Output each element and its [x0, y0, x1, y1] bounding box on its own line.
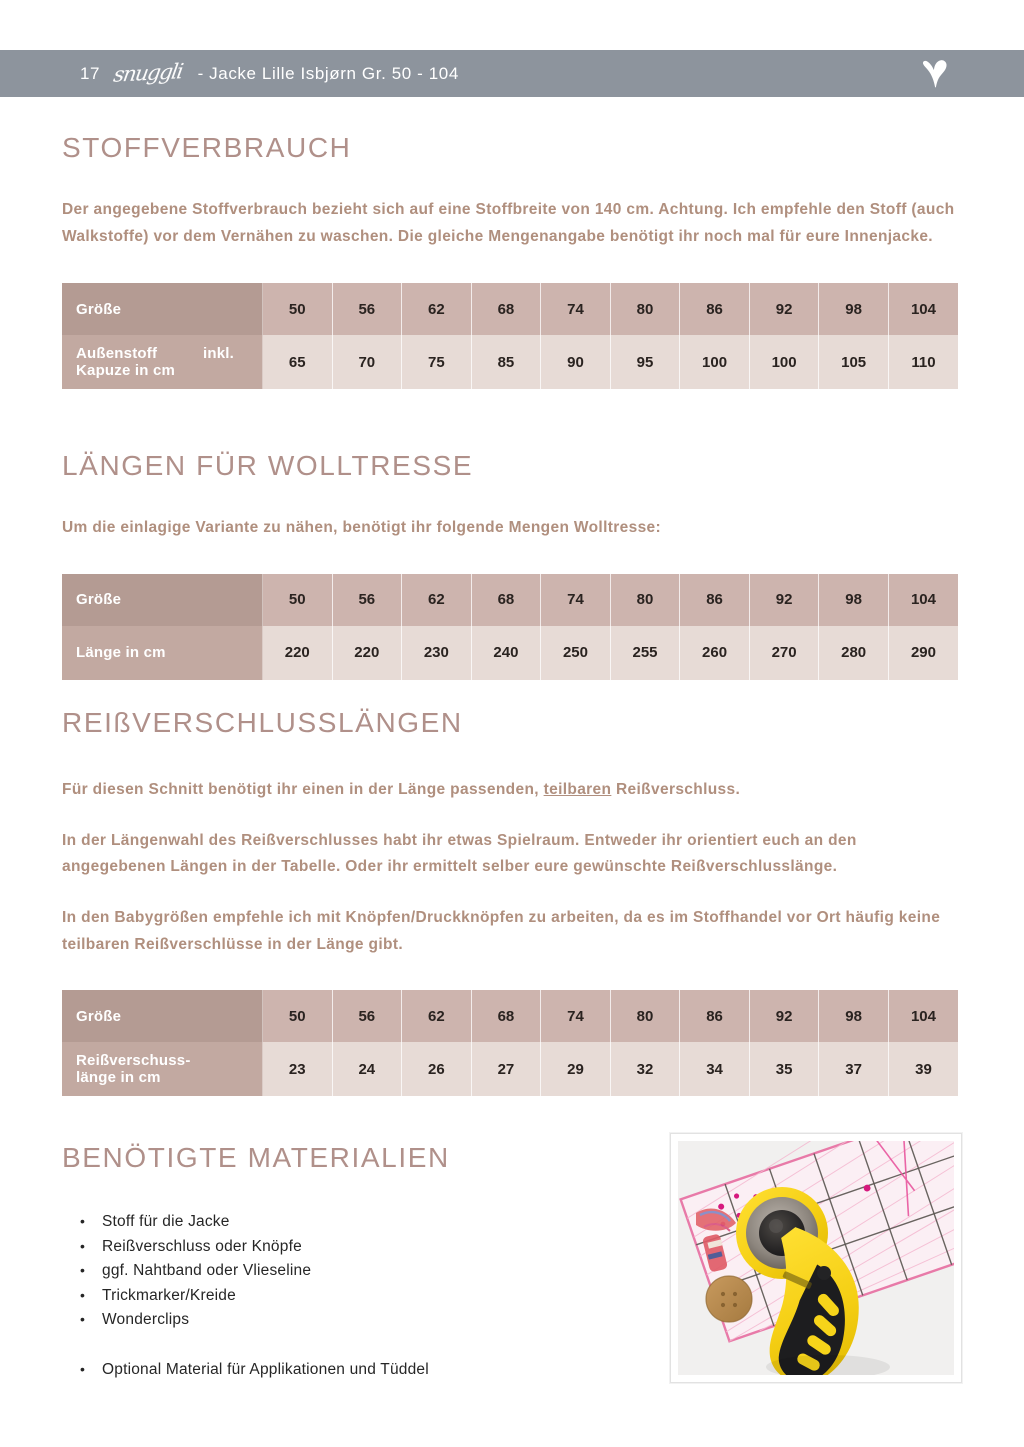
- table-cell-size: 98: [819, 574, 889, 626]
- table-cell-value: 65: [263, 335, 333, 389]
- table-cell-size: 62: [402, 574, 472, 626]
- paragraph-text-before: Für diesen Schnitt benötigt ihr einen in der Länge passenden,: [62, 781, 544, 798]
- cell-row-label-groesse: [62, 990, 263, 1042]
- table-cell-value: 260: [680, 626, 750, 680]
- table-row-values: [62, 1042, 958, 1096]
- table-cell-value: 110: [888, 335, 958, 389]
- label-groesse: Größe: [76, 300, 122, 318]
- table-cell-size: 92: [749, 990, 819, 1042]
- section-wolltresse: [62, 450, 962, 680]
- cell-row-label-reissverschlusslaenge: [62, 1042, 263, 1096]
- label-groesse: Größe: [76, 591, 122, 609]
- label-aussenstoff-line2: Kapuze in cm: [76, 362, 176, 380]
- paragraph-stoffverbrauch-intro: Der angegebene Stoffverbrauch bezieht sich auf eine Stoffbreite von 140 cm. Achtung. Ich empfehle den Stoff (auch Walkstoffe) vor dem Vernähen zu waschen. Die gleiche Mengenangabe benötigt ihr noch mal für eure Innenjacke.: [62, 201, 955, 245]
- table-cell-value: 105: [819, 335, 889, 389]
- page-header-bar: [0, 50, 1024, 97]
- list-item: • Stoff für die Jacke: [62, 1210, 642, 1235]
- table-cell-size: 56: [332, 283, 402, 335]
- header-title: - Jacke Lille Isbjørn Gr. 50 - 104: [197, 63, 459, 83]
- table-cell-value: 32: [610, 1042, 680, 1096]
- list-item: • Trickmarker/Kreide: [62, 1284, 642, 1309]
- label-reissverschuss-line1: Reißverschuss-: [76, 1052, 191, 1070]
- table-cell-value: 35: [749, 1042, 819, 1096]
- table-cell-size: 68: [471, 283, 541, 335]
- table-cell-value: 270: [749, 626, 819, 680]
- table-row-sizes: [62, 574, 958, 626]
- table-cell-size: 80: [610, 574, 680, 626]
- rotary-cutter-photo: [678, 1141, 954, 1375]
- table-row-values: [62, 626, 958, 680]
- table-cell-value: 220: [263, 626, 333, 680]
- table-cell-size: 56: [332, 990, 402, 1042]
- table-cell-value: 290: [888, 626, 958, 680]
- table-cell-size: 50: [263, 283, 333, 335]
- paragraph-reissverschluss-1: [62, 777, 964, 804]
- table-cell-value: 75: [402, 335, 472, 389]
- section-reissverschlusslaengen: [62, 707, 962, 1096]
- paragraph-wolltresse-intro: Um die einlagige Variante zu nähen, benötigt ihr folgende Mengen Wolltresse:: [62, 519, 662, 536]
- table-cell-size: 62: [402, 283, 472, 335]
- underlined-word-teilbaren: teilbaren: [543, 781, 612, 798]
- table-cell-value: 250: [541, 626, 611, 680]
- table-cell-size: 98: [819, 990, 889, 1042]
- table-row-sizes: [62, 990, 958, 1042]
- list-item: • ggf. Nahtband oder Vlieseline: [62, 1259, 642, 1284]
- table-cell-size: 56: [332, 574, 402, 626]
- materials-list: [62, 1210, 642, 1382]
- table-cell-size: 74: [541, 283, 611, 335]
- table-cell-size: 104: [888, 283, 958, 335]
- table-cell-size: 68: [471, 574, 541, 626]
- table-cell-value: 37: [819, 1042, 889, 1096]
- section-stoffverbrauch: [62, 132, 962, 389]
- table-cell-value: 85: [471, 335, 541, 389]
- table-cell-size: 86: [680, 990, 750, 1042]
- table-cell-size: 80: [610, 283, 680, 335]
- table-cell-value: 34: [680, 1042, 750, 1096]
- label-laenge-in-cm: Länge in cm: [76, 644, 166, 662]
- heart-icon: [920, 60, 950, 88]
- table-cell-value: 27: [471, 1042, 541, 1096]
- table-cell-size: 86: [680, 574, 750, 626]
- label-aussenstoff-line1: Außenstoff inkl.: [76, 345, 234, 363]
- table-cell-size: 62: [402, 990, 472, 1042]
- table-cell-size: 92: [749, 574, 819, 626]
- heading-wolltresse: LÄNGEN FÜR WOLLTRESSE: [62, 450, 474, 481]
- label-groesse: Größe: [76, 1007, 122, 1025]
- table-row-sizes: [62, 283, 958, 335]
- table-cell-size: 74: [541, 574, 611, 626]
- table-cell-value: 230: [402, 626, 472, 680]
- page-number: 17: [80, 63, 100, 83]
- table-cell-value: 70: [332, 335, 402, 389]
- table-cell-value: 23: [263, 1042, 333, 1096]
- table-cell-value: 29: [541, 1042, 611, 1096]
- cell-row-label-aussenstoff: [62, 335, 263, 389]
- cell-row-label-groesse: [62, 283, 263, 335]
- heading-stoffverbrauch: STOFFVERBRAUCH: [62, 132, 352, 163]
- table-cell-size: 104: [888, 990, 958, 1042]
- table-cell-value: 90: [541, 335, 611, 389]
- table-cell-size: 80: [610, 990, 680, 1042]
- brand-logo-script: snuggli: [111, 59, 184, 87]
- table-row-values: [62, 335, 958, 389]
- table-cell-size: 104: [888, 574, 958, 626]
- list-item: • Reißverschluss oder Knöpfe: [62, 1235, 642, 1260]
- table-stoffverbrauch: [62, 283, 958, 389]
- table-cell-value: 220: [332, 626, 402, 680]
- list-item: • Wonderclips: [62, 1308, 642, 1333]
- table-cell-size: 92: [749, 283, 819, 335]
- table-cell-value: 100: [680, 335, 750, 389]
- table-cell-value: 240: [471, 626, 541, 680]
- table-cell-size: 98: [819, 283, 889, 335]
- section-benoetigte-materialien: [62, 1142, 642, 1382]
- heading-reissverschlusslaengen: REIßVERSCHLUSSLÄNGEN: [62, 707, 463, 738]
- table-reissverschluss: [62, 990, 958, 1096]
- list-item-optional: • Optional Material für Applikationen und Tüddel: [62, 1358, 642, 1383]
- table-cell-value: 100: [749, 335, 819, 389]
- table-cell-size: 68: [471, 990, 541, 1042]
- paragraph-reissverschluss-3: In den Babygrößen empfehle ich mit Knöpfen/Druckknöpfen zu arbeiten, da es im Stoffhandel vor Ort häufig keine teilbaren Reißverschlüsse in der Länge gibt.: [62, 908, 941, 953]
- table-cell-value: 280: [819, 626, 889, 680]
- cell-row-label-groesse: [62, 574, 263, 626]
- table-cell-size: 74: [541, 990, 611, 1042]
- paragraph-reissverschluss-2: In der Längenwahl des Reißverschlusses habt ihr etwas Spielraum. Entweder ihr orientiert euch an den angegebenen Längen in der Tabelle. Oder ihr ermittelt selber eure gewünschte Reißverschlusslänge.: [62, 831, 857, 876]
- table-cell-value: 39: [888, 1042, 958, 1096]
- label-reissverschuss-line2: länge in cm: [76, 1069, 161, 1087]
- paragraph-text-after: Reißverschluss.: [611, 781, 741, 798]
- table-cell-size: 86: [680, 283, 750, 335]
- table-cell-value: 95: [610, 335, 680, 389]
- table-cell-size: 50: [263, 990, 333, 1042]
- heading-benoetigte-materialien: BENÖTIGTE MATERIALIEN: [62, 1142, 450, 1173]
- cell-row-label-laenge: [62, 626, 263, 680]
- table-cell-value: 255: [610, 626, 680, 680]
- table-cell-value: 24: [332, 1042, 402, 1096]
- table-cell-size: 50: [263, 574, 333, 626]
- table-wolltresse: [62, 574, 958, 680]
- table-cell-value: 26: [402, 1042, 472, 1096]
- materials-photo-frame: [670, 1133, 962, 1383]
